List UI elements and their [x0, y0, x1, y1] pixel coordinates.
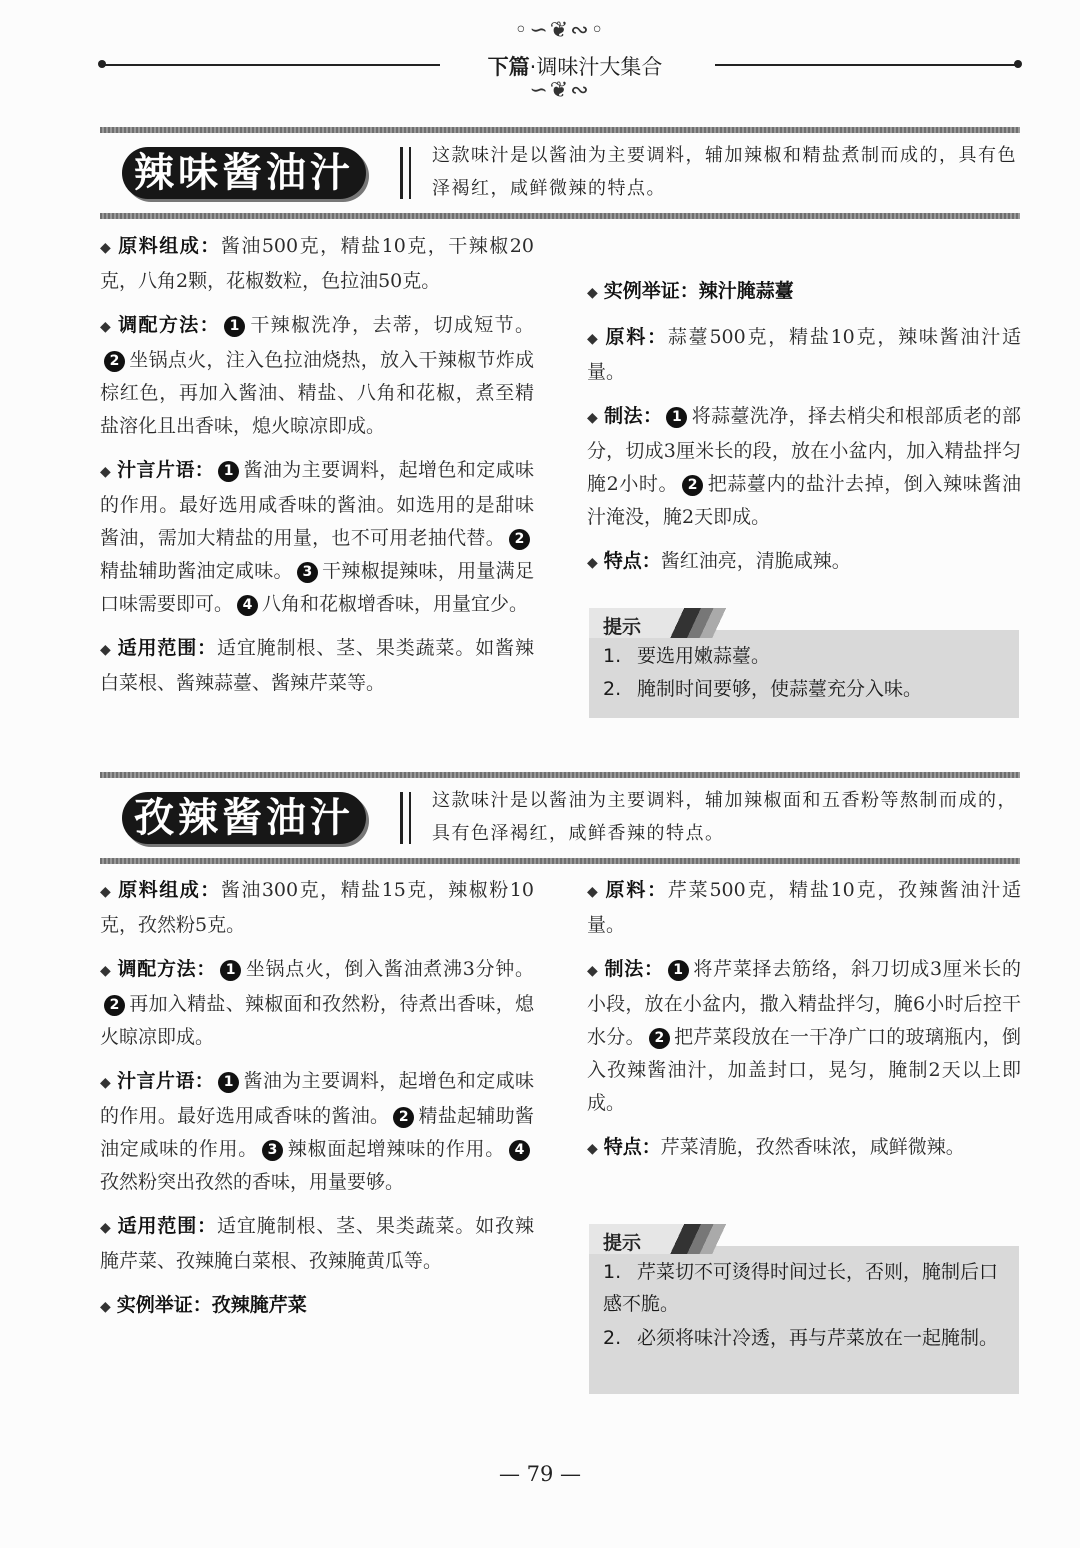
header-title: [445, 51, 705, 81]
page-header: [100, 18, 1020, 108]
step-number-icon: 1: [218, 1072, 239, 1093]
recipe1-banner: [100, 127, 1020, 219]
step-number-icon: 1: [666, 407, 687, 428]
bullet-icon: ◆: [100, 1075, 112, 1091]
bullet-icon: ◆: [587, 331, 600, 347]
step-number-icon: 1: [220, 960, 241, 981]
bullet-icon: ◆: [587, 963, 599, 979]
recipe1-scope: ◆ 适用范围：适宜腌制根、茎、果类蔬菜。如酱辣白菜根、酱辣蒜薹、酱辣芹菜等。: [100, 637, 534, 694]
bullet-icon: ◆: [587, 555, 598, 571]
ornament-top: ◦∽❦∾◦: [514, 18, 606, 43]
recipe1-material: ◆ 原料：蒜薹500克，精盐10克，辣味酱油汁适量。: [587, 326, 1021, 383]
step-number-icon: 2: [649, 1028, 670, 1049]
step-number-icon: 1: [218, 461, 239, 482]
recipe2-intro: 这款味汁是以酱油为主要调料，辅加辣椒面和五香粉等熬制而成的，具有色泽褐红，咸鲜香辣的特点。: [432, 790, 1017, 844]
recipe2-ingredients: ◆ 原料组成：酱油300克，精盐15克，辣椒粉10克，孜然粉5克。: [100, 879, 534, 936]
recipe2-scope: ◆ 适用范围：适宜腌制根、茎、果类蔬菜。如孜辣腌芹菜、孜辣腌白菜根、孜辣腌黄瓜等。: [100, 1215, 534, 1272]
step-number-icon: 1: [668, 960, 689, 981]
bullet-icon: ◆: [100, 1299, 111, 1315]
header-dot-right: [1014, 60, 1022, 68]
recipe1-title: 辣味酱油汁: [122, 147, 366, 199]
recipe1-tips: ◆ 汁言片语： 1 酱油为主要调料，起增色和定咸味的作用。最好选用咸香味的酱油。如选用的是甜味酱油，需加大精盐的用量，也不可用老抽代替。 2精盐辅助酱油定咸味。 3 干辣椒提辣味，用量满足口味需要即可。 4 八角和花椒增香味，用量宜少。: [100, 459, 534, 615]
banner-divider: [400, 147, 411, 199]
header-rule-right: [715, 64, 1020, 66]
tip-stripe-icon: [659, 608, 729, 638]
step-number-icon: 3: [262, 1140, 283, 1161]
header-rule-left: [100, 64, 440, 66]
tip-stripe-icon: [659, 1224, 729, 1254]
recipe2-material: ◆ 原料：芹菜500克，精盐10克，孜辣酱油汁适量。: [587, 879, 1021, 936]
step-number-icon: 2: [393, 1107, 414, 1128]
banner-rule-bottom: [100, 213, 1020, 219]
header-dot-left: [98, 60, 106, 68]
recipe2-right-column: [587, 874, 1021, 1177]
bullet-icon: ◆: [587, 410, 599, 426]
banner-rule-top: [100, 772, 1020, 778]
step-number-icon: 2: [682, 475, 703, 496]
recipe2-method: ◆ 调配方法： 1 坐锅点火，倒入酱油煮沸3分钟。2 再加入精盐、辣椒面和孜然粉，待煮出香味，熄火晾凉即成。: [100, 958, 534, 1048]
page-number: — 79 —: [498, 1462, 582, 1486]
bullet-icon: ◆: [587, 285, 598, 301]
tip-title: 提示: [603, 616, 642, 638]
banner-divider: [400, 792, 411, 844]
bullet-icon: ◆: [100, 1220, 112, 1236]
bullet-icon: ◆: [100, 642, 112, 658]
bullet-icon: ◆: [100, 464, 112, 480]
step-number-icon: 3: [297, 562, 318, 583]
recipe2-left-column: [100, 874, 534, 1335]
recipe2-tips: ◆ 汁言片语： 1 酱油为主要调料，起增色和定咸味的作用。最好选用咸香味的酱油。 2 精盐起辅助酱油定咸味的作用。 3 辣椒面起增辣味的作用。 4孜然粉突出孜然的香味，用量要够。: [100, 1070, 534, 1193]
header-part: 下篇: [487, 55, 530, 79]
recipe1-feature: ◆ 特点：酱红油亮，清脆咸辣。: [587, 550, 851, 572]
recipe2-banner: [100, 772, 1020, 864]
bullet-icon: ◆: [587, 884, 600, 900]
recipe1-tip-box: [589, 616, 1019, 718]
recipe1-intro: 这款味汁是以酱油为主要调料，辅加辣椒和精盐煮制而成的，具有色泽褐红，咸鲜微辣的特点。: [432, 145, 1017, 199]
recipe2-steps: ◆ 制法： 1 将芹菜择去筋络，斜刀切成3厘米长的小段，放在小盆内，撒入精盐拌匀，腌6小时后控干水分。 2 把芹菜段放在一干净广口的玻璃瓶内，倒入孜辣酱油汁，加盖封口，晃匀，腌制2天以上即成。: [587, 958, 1021, 1114]
tip-item: 2. 必须将味汁冷透，再与芹菜放在一起腌制。: [603, 1327, 999, 1349]
recipe1-ingredients: ◆ 原料组成：酱油500克，精盐10克，干辣椒20克，八角2颗，花椒数粒，色拉油50克。: [100, 235, 534, 292]
step-number-icon: 4: [509, 1140, 530, 1161]
recipe1-method: ◆ 调配方法： 1 干辣椒洗净，去蒂，切成短节。2 坐锅点火，注入色拉油烧热，放入干辣椒节炸成棕红色，再加入酱油、精盐、八角和花椒，煮至精盐溶化且出香味，熄火晾凉即成。: [100, 314, 534, 437]
recipe2-feature: ◆ 特点：芹菜清脆，孜然香味浓，咸鲜微辣。: [587, 1136, 965, 1158]
banner-rule-bottom: [100, 858, 1020, 864]
step-number-icon: 2: [104, 995, 125, 1016]
step-number-icon: 2: [104, 351, 125, 372]
tip-item: 2. 腌制时间要够，使蒜薹充分入味。: [603, 678, 923, 700]
recipe1-right-column: [587, 275, 1021, 591]
step-number-icon: 4: [237, 595, 258, 616]
bullet-icon: ◆: [100, 884, 113, 900]
header-section: 调味汁大集合: [536, 55, 663, 79]
bullet-icon: ◆: [587, 1141, 598, 1157]
step-number-icon: 2: [509, 529, 530, 550]
ornament-bottom: ∽❦∾: [529, 78, 591, 103]
recipe1-example: ◆ 实例举证：辣汁腌蒜薹: [587, 280, 794, 302]
recipe2-tip-box: [589, 1232, 1019, 1394]
banner-rule-top: [100, 127, 1020, 133]
header-separator: ·: [529, 55, 537, 79]
bullet-icon: ◆: [100, 319, 113, 335]
recipe1-steps: ◆ 制法： 1 将蒜薹洗净，择去梢尖和根部质老的部分，切成3厘米长的段，放在小盆内，加入精盐拌匀腌2小时。 2 把蒜薹内的盐汁去掉，倒入辣味酱油汁淹没，腌2天即成。: [587, 405, 1021, 528]
bullet-icon: ◆: [100, 240, 113, 256]
tip-item: 1. 芹菜切不可烫得时间过长，否则，腌制后口感不脆。: [603, 1261, 999, 1315]
tip-item: 1. 要选用嫩蒜薹。: [603, 645, 771, 667]
recipe1-left-column: [100, 230, 534, 711]
tip-title: 提示: [603, 1232, 642, 1254]
step-number-icon: 1: [224, 316, 245, 337]
recipe2-title: 孜辣酱油汁: [122, 792, 366, 844]
recipe2-example: ◆ 实例举证：孜辣腌芹菜: [100, 1294, 307, 1316]
bullet-icon: ◆: [100, 963, 112, 979]
